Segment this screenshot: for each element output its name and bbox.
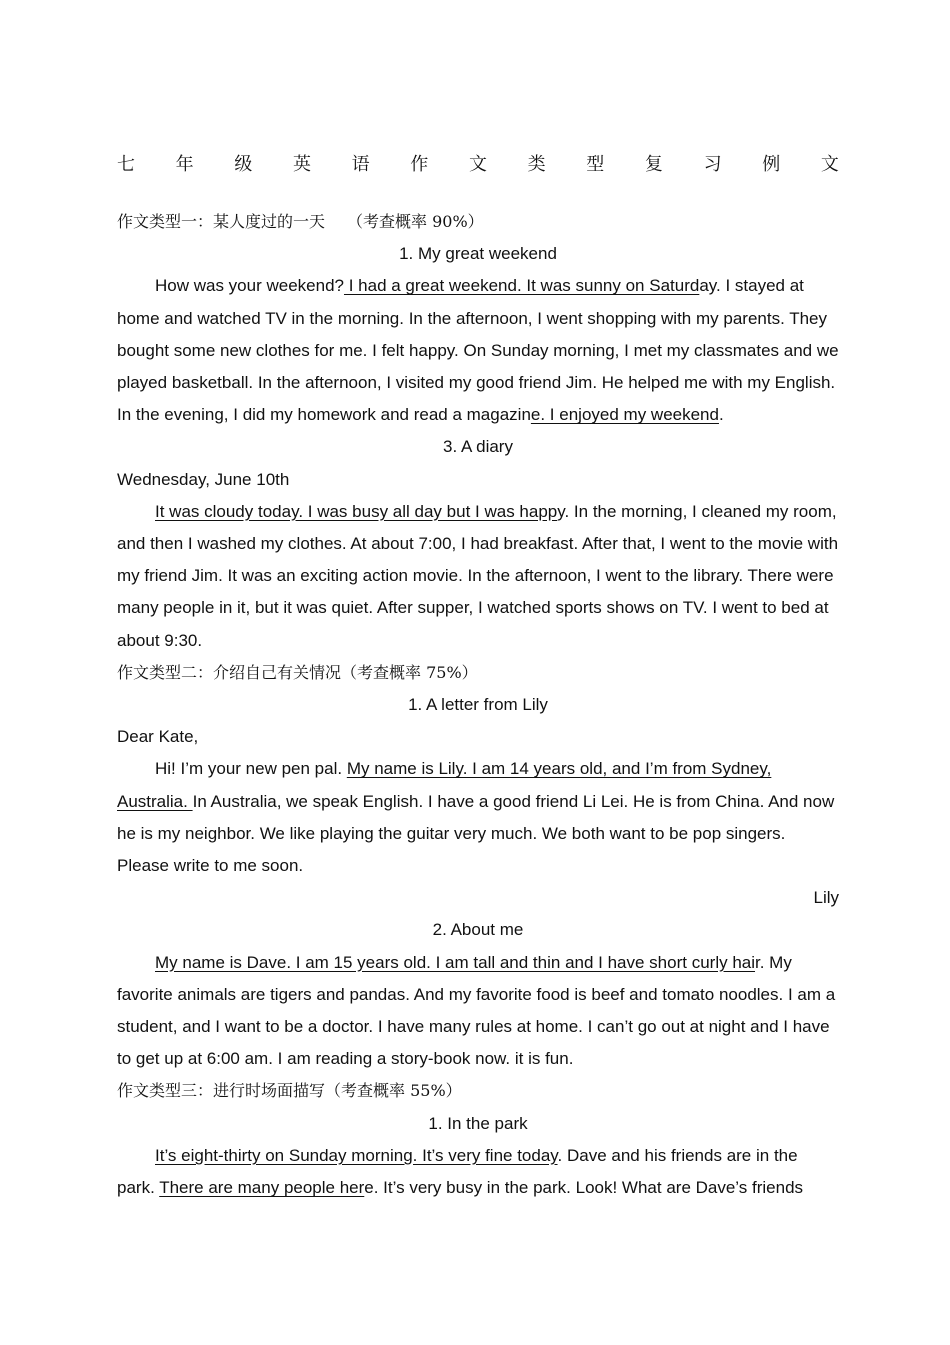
essay-underlined-text: It’s eight-thirty on Sunday morning. It’s very fine today [155,1145,558,1165]
essay-text: r. My favorite animals are tigers and pandas. And my favorite food is beef and tomato noodles. I am a student, and I want to be a doctor. I have many rules at home. I can’t go out at night and I have to get up at 6:00 am. I am reading a story-book now. it is fun. [117,952,836,1069]
title-char: 复 [644,154,663,175]
essay-text: y. In the morning, I cleaned my room, and then I washed my clothes. At about 7:00, I had breakfast. After that, I went to the movie with my friend Jim. It was an exciting action movie. In the afternoon, I went to the library. There were many people in it, but it was quiet. After supper, I watched sports shows on TV. I went to bed at about 9:30. [117,501,839,650]
title-char: 文 [468,154,487,175]
section-probability: （考查概率 55%） [325,1081,462,1101]
section-heading-type3 [117,1075,839,1107]
section-label: 作文类型三：进行时场面描写 [117,1081,326,1101]
title-char: 英 [292,154,311,175]
essay-underlined-text: I had a great weekend. It was sunny on Saturd [343,276,700,296]
title-char: 语 [351,154,370,175]
essay-paragraph [117,496,839,657]
essay-text: . Dave and his friends are in the park. [117,1145,798,1198]
section-label: 作文类型一：某人度过的一天 [117,212,326,231]
essay-underlined-text: There are many people her [159,1178,365,1198]
diary-date: Wednesday, June 10th [117,469,290,489]
document-body [117,206,839,1204]
title-char: 习 [703,154,722,175]
title-char: 例 [762,154,781,175]
essay-heading: 3. A diary [443,437,513,457]
title-char: 年 [175,154,194,175]
essay-heading: 1. A letter from Lily [408,695,548,715]
title-char: 作 [410,154,429,175]
essay-text: Hi! I’m your new pen pal. [155,759,347,779]
section-probability: （考查概率 75%） [341,662,478,682]
essay-underlined-text: My name is Lily. I am 14 years old, and I’m from Sydney, Australia. [117,759,772,811]
essay-heading: 1. In the park [428,1113,528,1133]
letter-signature: Lily [813,888,839,908]
essay-text: How was your weekend? [155,276,344,296]
section-probability: （考查概率 90%） [347,212,484,231]
essay-heading: 2. About me [432,920,524,940]
title-char: 七 [117,154,135,175]
section-label: 作文类型二：介绍自己有关情况 [117,662,342,682]
essay-underlined-text: It was cloudy today. I was busy all day but I was happ [155,501,558,521]
essay-paragraph [117,753,839,882]
essay-text: e. It’s very busy in the park. Look! What are Dave’s friends [364,1178,804,1198]
essay-heading: 1. My great weekend [399,244,557,264]
title-char: 级 [234,154,253,175]
essay-text: In Australia, we speak English. I have a good friend Li Lei. He is from China. And now he is my neighbor. We like playing the guitar very much. We both want to be pop singers. Please write to me soon. [117,791,835,876]
essay-paragraph [117,947,839,1076]
essay-paragraph [117,1140,839,1204]
section-heading-type1 [117,206,839,238]
section-heading-type2 [117,657,839,689]
essay-underlined-text: e. I enjoyed my weekend [530,405,719,425]
title-char: 文 [820,154,839,175]
title-char: 型 [586,154,605,175]
title-char: 类 [527,154,546,175]
essay-underlined-text: My name is Dave. I am 15 years old. I am tall and thin and I have short curly hai [155,952,756,972]
essay-paragraph [117,270,839,431]
essay-text: ay. I stayed at home and watched TV in the morning. In the afternoon, I went shopping with my parents. They bought some new clothes for me. I felt happy. On Sunday morning, I met my classmates and we played basketball. In the afternoon, I visited my good friend Jim. He helped me with my English. In the evening, I did my homework and read a magazin [117,276,839,425]
essay-text: . [718,405,724,425]
document-title [117,150,839,176]
letter-greeting: Dear Kate, [117,727,199,747]
